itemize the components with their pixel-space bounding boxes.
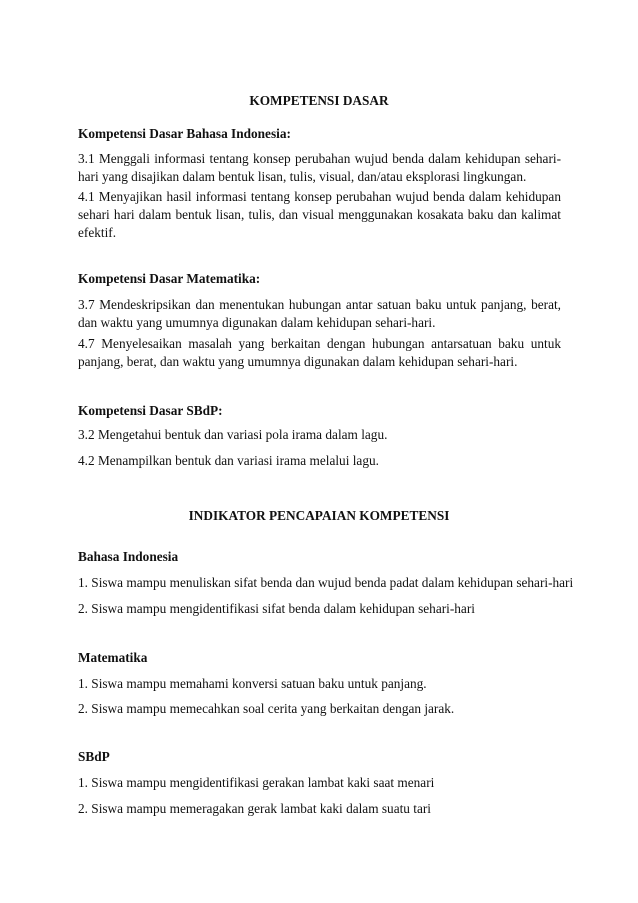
kd-matematika-item: 3.7 Mendeskripsikan dan menentukan hubungan antar satuan baku untuk panjang, berat, dan waktu yang umumnya digunakan dalam kehidupan sehari-hari. <box>78 297 561 330</box>
kompetensi-dasar-title: KOMPETENSI DASAR <box>249 93 389 108</box>
indikator-title: INDIKATOR PENCAPAIAN KOMPETENSI <box>188 508 450 523</box>
ind-sbdp-item: 2. Siswa mampu memeragakan gerak lambat kaki dalam suatu tari <box>78 801 431 816</box>
ind-matematika-item: 2. Siswa mampu memecahkan soal cerita yang berkaitan dengan jarak. <box>78 701 455 716</box>
ind-bahasa-indonesia-item: 2. Siswa mampu mengidentifikasi sifat benda dalam kehidupan sehari-hari <box>78 601 475 616</box>
ind-sbdp-heading: SBdP <box>78 749 110 764</box>
ind-bahasa-indonesia-item: 1. Siswa mampu menuliskan sifat benda dan wujud benda padat dalam kehidupan sehari-hari <box>78 575 574 590</box>
ind-sbdp-item: 1. Siswa mampu mengidentifikasi gerakan lambat kaki saat menari <box>78 775 435 790</box>
kd-sbdp-item: 4.2 Menampilkan bentuk dan variasi irama melalui lagu. <box>78 453 379 468</box>
kd-bahasa-indonesia-item: 4.1 Menyajikan hasil informasi tentang konsep perubahan wujud benda dalam kehidupan sehari hari dalam bentuk lisan, tulis, dan visual menggunakan kosakata baku dan kalimat efektif. <box>78 189 561 240</box>
kd-matematika-item: 4.7 Menyelesaikan masalah yang berkaitan dengan hubungan antarsatuan baku untuk panjang, berat, dan waktu yang umumnya digunakan dalam kehidupan sehari-hari. <box>78 336 561 369</box>
ind-bahasa-indonesia-heading: Bahasa Indonesia <box>78 549 179 564</box>
kd-bahasa-indonesia-heading: Kompetensi Dasar Bahasa Indonesia: <box>78 126 291 141</box>
ind-matematika-heading: Matematika <box>78 650 148 665</box>
kd-sbdp-heading: Kompetensi Dasar SBdP: <box>78 403 223 418</box>
kd-matematika-heading: Kompetensi Dasar Matematika: <box>78 271 261 286</box>
kd-sbdp-item: 3.2 Mengetahui bentuk dan variasi pola irama dalam lagu. <box>78 427 388 442</box>
kd-bahasa-indonesia-item: 3.1 Menggali informasi tentang konsep perubahan wujud benda dalam kehidupan sehari-hari yang disajikan dalam bentuk lisan, tulis, visual, dan/atau eksplorasi lingkungan. <box>78 151 561 184</box>
ind-matematika-item: 1. Siswa mampu memahami konversi satuan baku untuk panjang. <box>78 676 427 691</box>
